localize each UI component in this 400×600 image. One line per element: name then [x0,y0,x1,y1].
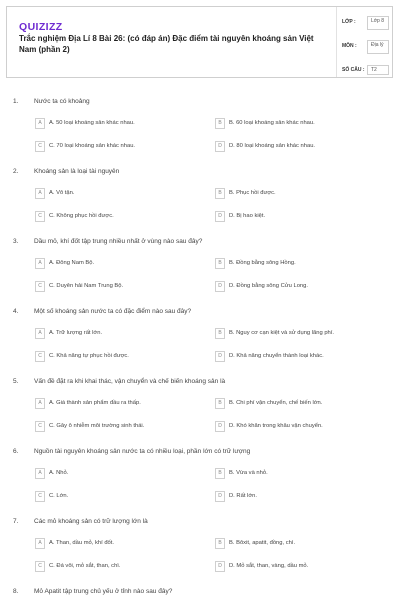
answer-option-b[interactable] [215,188,385,200]
so-cau-label: SỐ CÂU : [342,67,365,73]
option-letter-box: D [215,351,225,362]
option-letter-box: B [215,468,225,479]
answer-option-c[interactable] [35,141,205,153]
option-text: D. Rất lớn. [229,493,257,499]
answer-option-a[interactable] [35,328,205,340]
option-text: D. Khả năng chuyển thành loại khác. [229,353,324,359]
option-text: C. Khả năng tự phục hồi được. [49,353,129,359]
question-number: 5. [13,378,19,385]
option-text: C. Không phục hồi được. [49,213,114,219]
option-letter-box: C [35,141,45,152]
answer-option-a[interactable] [35,398,205,410]
mon-label: MÔN : [342,43,357,49]
question-text: Nguồn tài nguyên khoáng sản nước ta có nhiều loại, phần lớn có trữ lượng [34,448,251,455]
answer-option-c[interactable] [35,491,205,503]
answer-option-b[interactable] [215,538,385,550]
answer-option-b[interactable] [215,258,385,270]
option-text: B. Bôxit, apatit, đồng, chì. [229,540,296,546]
answer-option-c[interactable] [35,351,205,363]
answer-option-a[interactable] [35,188,205,200]
question-text: Khoáng sản là loại tài nguyên [34,168,120,175]
so-cau-value: T2 [367,65,389,75]
lop-value: Lớp 8 [367,16,389,30]
answer-option-d[interactable] [215,141,385,153]
option-text: C. 70 loại khoáng sản khác nhau. [49,143,136,149]
option-text: B. Đồng bằng sông Hồng. [229,260,296,266]
option-text: A. Giá thành sản phẩm đầu ra thấp. [49,400,141,406]
question-2 [0,168,400,228]
option-letter-box: C [35,351,45,362]
answer-option-c[interactable] [35,211,205,223]
answer-option-a[interactable] [35,258,205,270]
question-text: Mỏ Apatit tập trung chủ yếu ở tỉnh nào sau đây? [34,588,173,595]
option-letter-box: A [35,118,45,129]
option-text: D. Khó khăn trong khâu vận chuyển. [229,423,323,429]
option-letter-box: B [215,328,225,339]
option-letter-box: B [215,538,225,549]
option-letter-box: A [35,538,45,549]
question-text: Các mỏ khoáng sản có trữ lượng lớn là [34,518,148,525]
quizizz-logo: QUIZIZZ [19,21,63,33]
answer-option-b[interactable] [215,118,385,130]
option-text: A. Vô tận. [49,190,75,196]
option-letter-box: C [35,421,45,432]
option-letter-box: D [215,211,225,222]
option-text: A. Than, dầu mỏ, khí đốt. [49,540,114,546]
option-letter-box: A [35,258,45,269]
worksheet-title: Trắc nghiệm Địa Lí 8 Bài 26: (có đáp án) Đặc điểm tài nguyên khoáng sản Việt Nam (phần 2) [19,34,314,54]
question-4 [0,308,400,368]
question-number: 7. [13,518,19,525]
option-letter-box: D [215,491,225,502]
question-text: Dầu mỏ, khí đốt tập trung nhiều nhất ở vùng nào sau đây? [34,238,203,245]
question-8 [0,588,400,600]
question-number: 8. [13,588,19,595]
option-text: C. Lớn. [49,493,69,499]
option-text: C. Duyên hải Nam Trung Bộ. [49,283,124,289]
option-text: D. Mỏ sắt, than, vàng, dầu mỏ. [229,563,309,569]
option-letter-box: C [35,491,45,502]
meta-divider [336,7,337,77]
answer-option-c[interactable] [35,421,205,433]
option-letter-box: B [215,258,225,269]
option-letter-box: B [215,398,225,409]
option-letter-box: B [215,118,225,129]
answer-option-c[interactable] [35,281,205,293]
worksheet-header [6,6,393,78]
option-text: A. Trữ lượng rất lớn. [49,330,103,336]
option-letter-box: A [35,468,45,479]
option-text: B. Phục hồi được. [229,190,276,196]
option-text: C. Đá vôi, mỏ sắt, than, chì. [49,563,121,569]
question-6 [0,448,400,508]
answer-option-b[interactable] [215,468,385,480]
answer-option-d[interactable] [215,491,385,503]
lop-label: LỚP : [342,19,356,25]
option-text: A. Đông Nam Bộ. [49,260,95,266]
answer-option-d[interactable] [215,421,385,433]
option-text: D. Đồng bằng sông Cửu Long. [229,283,308,289]
question-1 [0,98,400,158]
answer-option-b[interactable] [215,328,385,340]
option-text: B. Vừa và nhỏ. [229,470,268,476]
option-text: B. Chi phí vận chuyển, chế biến lớn. [229,400,323,406]
answer-option-a[interactable] [35,468,205,480]
option-text: D. Bị hao kiệt. [229,213,266,219]
option-text: A. 50 loại khoáng sản khác nhau. [49,120,135,126]
question-number: 1. [13,98,19,105]
question-text: Một số khoáng sản nước ta có đặc điểm nào sau đây? [34,308,192,315]
option-text: D. 80 loại khoáng sản khác nhau. [229,143,316,149]
answer-option-d[interactable] [215,281,385,293]
question-number: 3. [13,238,19,245]
question-number: 4. [13,308,19,315]
option-letter-box: C [35,281,45,292]
option-letter-box: D [215,561,225,572]
option-letter-box: D [215,421,225,432]
question-5 [0,378,400,438]
option-letter-box: C [35,561,45,572]
option-text: B. Nguy cơ cạn kiệt và sử dụng lãng phí. [229,330,334,336]
answer-option-b[interactable] [215,398,385,410]
option-letter-box: A [35,398,45,409]
option-letter-box: B [215,188,225,199]
answer-option-a[interactable] [35,118,205,130]
option-letter-box: A [35,328,45,339]
answer-option-d[interactable] [215,351,385,363]
answer-option-a[interactable] [35,538,205,550]
option-text: A. Nhỏ. [49,470,69,476]
option-letter-box: A [35,188,45,199]
answer-option-d[interactable] [215,211,385,223]
option-text: C. Gây ô nhiễm môi trường sinh thái. [49,423,145,429]
mon-value: Địa lý [367,40,389,54]
question-3 [0,238,400,298]
answer-option-c[interactable] [35,561,205,573]
option-text: B. 60 loại khoáng sản khác nhau. [229,120,315,126]
question-text: Vấn đề đặt ra khi khai thác, vận chuyển và chế biến khoáng sản là [34,378,226,385]
option-letter-box: D [215,281,225,292]
question-number: 2. [13,168,19,175]
question-7 [0,518,400,578]
option-letter-box: C [35,211,45,222]
answer-option-d[interactable] [215,561,385,573]
question-number: 6. [13,448,19,455]
question-text: Nước ta có khoảng [34,98,90,105]
option-letter-box: D [215,141,225,152]
